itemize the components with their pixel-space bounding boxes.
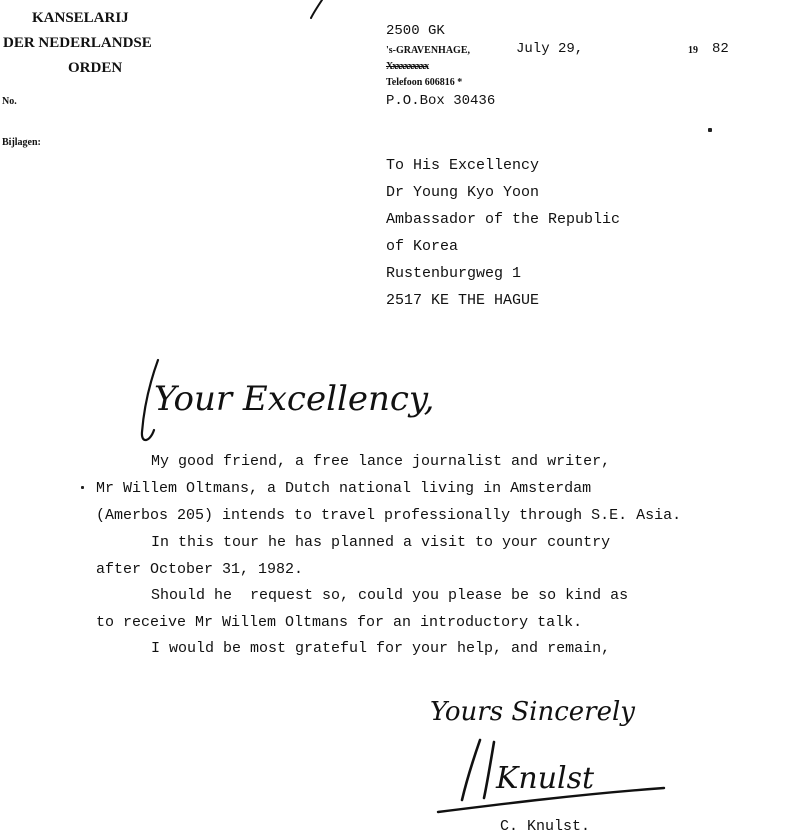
body-line: I would be most grateful for your help, and remain, <box>151 640 611 657</box>
body-line: (Amerbos 205) intends to travel professionally through S.E. Asia. <box>96 507 682 524</box>
body-line: In this tour he has planned a visit to your country <box>151 534 611 551</box>
handwritten-salutation <box>128 352 435 452</box>
struck-out-line: Xxxxxxxxxx <box>386 61 429 72</box>
body-line: to receive Mr Willem Oltmans for an introductory talk. <box>96 614 583 631</box>
recipient-line: Rustenburgweg 1 <box>386 265 522 282</box>
body-line: Should he request so, could you please be so kind as <box>151 587 629 604</box>
recipient-line: 2517 KE THE HAGUE <box>386 292 540 309</box>
reference-number-label: No. <box>2 96 17 107</box>
salutation-text: Your Excellency, <box>154 379 435 419</box>
postcode: 2500 GK <box>386 23 445 39</box>
ink-speck <box>81 486 84 489</box>
telephone: Telefoon 606816 * <box>386 77 463 88</box>
year-prefix: 19 <box>688 45 698 56</box>
pen-mark <box>300 0 330 22</box>
signatory-name: C. Knulst. <box>500 818 591 835</box>
signature-text: Knulst <box>496 761 595 796</box>
recipient-line: Ambassador of the Republic <box>386 211 621 228</box>
year-suffix: 82 <box>712 41 729 57</box>
body-line: after October 31, 1982. <box>96 561 304 578</box>
recipient-line: Dr Young Kyo Yoon <box>386 184 540 201</box>
signature <box>432 728 672 823</box>
city: 's-GRAVENHAGE, <box>386 45 470 56</box>
org-name-line1: KANSELARIJ <box>32 10 129 26</box>
enclosures-label: Bijlagen: <box>2 137 41 148</box>
org-name-line2: DER NEDERLANDSE <box>3 35 152 51</box>
body-line: My good friend, a free lance journalist and writer, <box>151 453 611 470</box>
ink-speck <box>708 128 712 132</box>
org-name-line3: ORDEN <box>68 60 123 76</box>
body-line: Mr Willem Oltmans, a Dutch national living in Amsterdam <box>96 480 592 497</box>
recipient-line: of Korea <box>386 238 459 255</box>
recipient-line: To His Excellency <box>386 157 540 174</box>
letter-date: July 29, <box>516 41 584 57</box>
closing-text: Yours Sincerely <box>430 697 635 727</box>
po-box: P.O.Box 30436 <box>386 93 496 109</box>
